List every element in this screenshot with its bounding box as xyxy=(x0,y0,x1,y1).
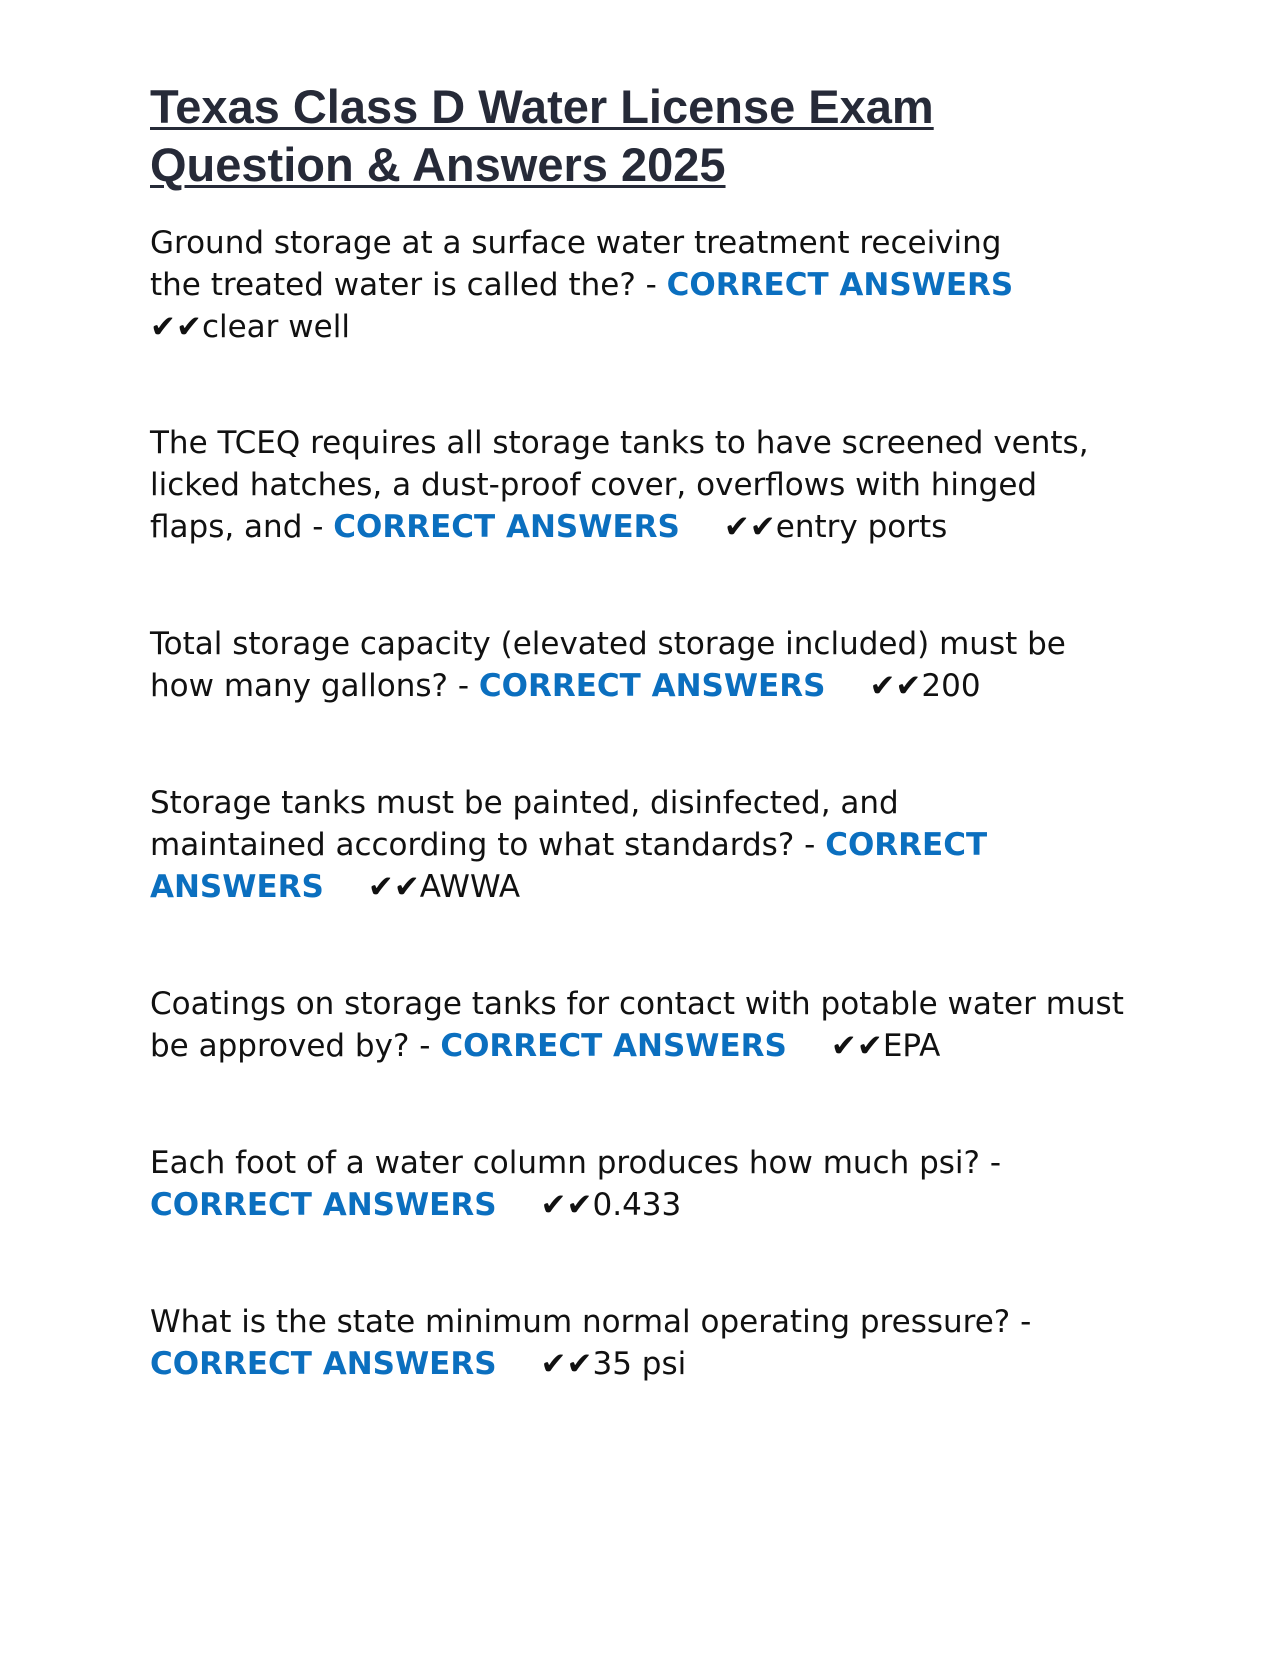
answer-text: 0.433 xyxy=(592,1187,682,1223)
checkmark-icon: ✔✔ xyxy=(540,1187,593,1223)
qa-item-1 xyxy=(150,222,1050,348)
qa-item-6 xyxy=(150,1142,1130,1226)
qa-item-2 xyxy=(150,422,1110,548)
answer-text: clear well xyxy=(201,309,350,345)
correct-answers-label: CORRECT ANSWERS xyxy=(478,668,826,704)
correct-answers-label: CORRECT ANSWERS xyxy=(150,827,988,905)
checkmark-icon: ✔✔ xyxy=(367,869,420,905)
qa-item-3 xyxy=(150,623,1110,707)
title-line-1: Texas Class D Water License Exam xyxy=(150,80,934,133)
document-page xyxy=(150,78,1150,1385)
checkmark-icon: ✔✔ xyxy=(150,309,202,345)
correct-answers-label: CORRECT ANSWERS xyxy=(440,1028,787,1064)
document-title xyxy=(150,78,1150,194)
question-text: Storage tanks must be painted, disinfected, and maintained according to what standards? - xyxy=(150,785,899,863)
checkmark-icon: ✔✔ xyxy=(540,1346,593,1382)
checkmark-icon: ✔✔ xyxy=(723,509,776,545)
answer-text: AWWA xyxy=(419,869,521,905)
question-text: What is the state minimum normal operating pressure? - xyxy=(150,1304,1032,1340)
answer-text: 200 xyxy=(921,668,981,704)
answer-text: EPA xyxy=(882,1028,941,1064)
title-line-2: Question & Answers 2025 xyxy=(150,138,726,191)
question-text: The TCEQ requires all storage tanks to have screened vents, licked hatches, a dust-proof cover, overflows with hinged flaps, and - xyxy=(150,425,1089,545)
correct-answers-label: CORRECT ANSWERS xyxy=(333,509,680,545)
checkmark-icon: ✔✔ xyxy=(869,668,922,704)
question-text: Each foot of a water column produces how much psi? - xyxy=(150,1145,1002,1181)
question-text: Total storage capacity (elevated storage included) must be how many gallons? - xyxy=(150,626,1066,704)
qa-item-4 xyxy=(150,782,1080,908)
correct-answers-label: CORRECT ANSWERS xyxy=(666,267,1014,303)
qa-item-7 xyxy=(150,1301,1140,1385)
answer-text: entry ports xyxy=(775,509,948,545)
correct-answers-label: CORRECT ANSWERS xyxy=(150,1346,497,1382)
answer-text: 35 psi xyxy=(592,1346,687,1382)
question-text: Coatings on storage tanks for contact with potable water must be approved by? - xyxy=(150,986,1124,1064)
qa-item-5 xyxy=(150,983,1130,1067)
checkmark-icon: ✔✔ xyxy=(830,1028,883,1064)
question-text: Ground storage at a surface water treatment receiving the treated water is called the? - xyxy=(150,225,1002,303)
correct-answers-label: CORRECT ANSWERS xyxy=(150,1187,497,1223)
